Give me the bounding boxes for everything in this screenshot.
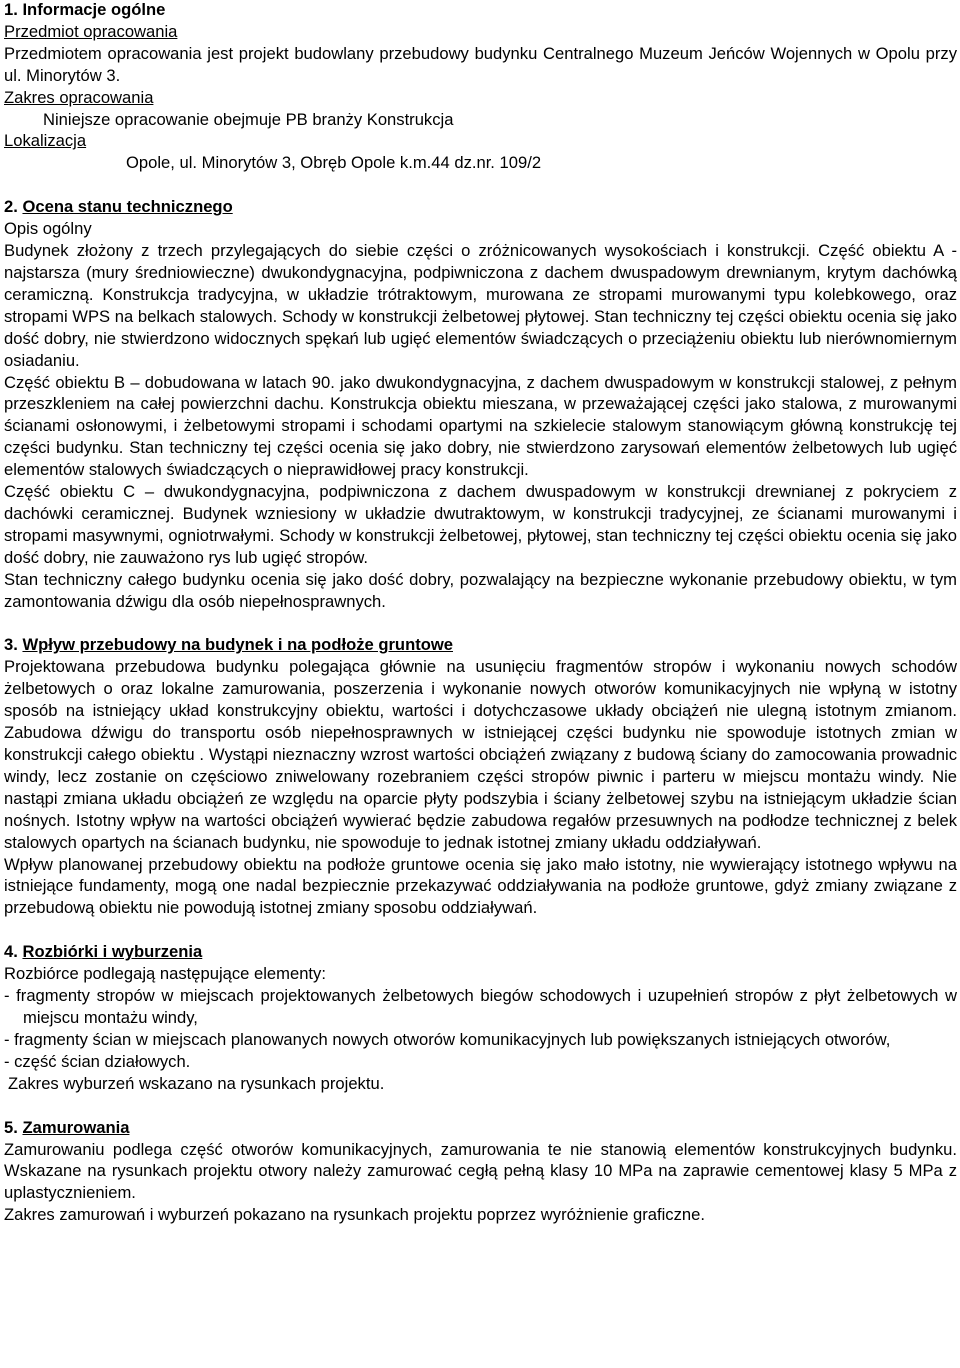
spacer bbox=[4, 612, 957, 634]
section-2-heading bbox=[4, 196, 957, 218]
paragraph-czesc-b: Część obiektu B – dobudowana w latach 90. jako dwukondygnacyjna, z dachem dwuspadowym w konstrukcji stalowej, z pełnym przeszkleniem na całej powierzchni dachu. Konstrukcja obiektu mieszana, w przeważającej części jako stalowa, z murowanymi ścianami osłonowymi, i żelbetowymi stropami i schodami opartymi na szkielecie stalowym stanowiącym główną konstrukcję tej części budynku. Stan techniczny tej części ocenia się jako dobry, nie stwierdzono zarysowań elementów żelbetowych lub ugięć elementów stalowych świadczących o nieprawidłowej pracy konstrukcji. bbox=[4, 372, 957, 480]
section-4-title: Rozbiórki i wyburzenia bbox=[22, 942, 203, 962]
section-2-title: Ocena stanu technicznego bbox=[22, 197, 233, 217]
list-item: - fragmenty ścian w miejscach planowanych nowych otworów komunikacyjnych lub powiększanych istniejących otworów, bbox=[4, 1029, 891, 1049]
list-item: - fragmenty stropów w miejscach projektowanych żelbetowych biegów schodowych i uzupełnień stropów z płyt żelbetowych w miejscu montażu windy, bbox=[4, 986, 957, 1027]
paragraph-zakres-wyburzen: Zakres wyburzeń wskazano na rysunkach projektu. bbox=[8, 1073, 385, 1093]
section-1-heading: 1. Informacje ogólne bbox=[4, 0, 166, 19]
subheading-przedmiot: Przedmiot opracowania bbox=[4, 21, 178, 41]
section-4-heading bbox=[4, 941, 957, 963]
paragraph-zakres-zamurowan: Zakres zamurowań i wyburzeń pokazano na rysunkach projektu poprzez wyróżnienie graficzne. bbox=[4, 1205, 705, 1225]
list-item: - część ścian działowych. bbox=[4, 1051, 191, 1071]
section-5-title: Zamurowania bbox=[22, 1117, 130, 1137]
paragraph-zakres: Niniejsze opracowanie obejmuje PB branży Konstrukcja bbox=[43, 109, 454, 129]
section-3-number: 3. bbox=[4, 635, 18, 655]
paragraph-wplyw-budynek: Projektowana przebudowa budynku polegająca głównie na usunięciu fragmentów stropów i wykonaniu nowych schodów żelbetowych o oraz lokalne zamurowania, poszerzenia i wykonanie nowych otworów komunikacyjnych nie wpłyną w istotny sposób na istniejący układ konstrukcyjny obiektu, wartości i dotychczasowe układy obciążeń nie ulegną istotnym zmianom. Zabudowa dźwigu do transportu osób niepełnosprawnych w istniejącej części budynku nie spowoduje istotnych zmian w konstrukcji całego obiektu . Wystąpi nieznaczny wzrost wartości obciążeń związany z budową ściany do zamocowania prowadnic windy, lecz zostanie on częściowo zniwelowany rozebraniem części stropów piwnic i parteru w miejscu montażu windy. Nie nastąpi zmiana układu obciążeń ze względu na oparcie płyty podszybia i ściany żelbetowej szybu na istniejącym układzie ścian nośnych. Istotny wpływ na wartości obciążeń wywierać będzie zabudowa regałów przesuwnych na podłodze technicznej z belek stalowych opartych na ścianach budynku, nie spowoduje to jednak istotnej zmiany układu oddziaływań. bbox=[4, 657, 957, 852]
section-5-heading bbox=[4, 1117, 957, 1139]
paragraph-czesc-c: Część obiektu C – dwukondygnacyjna, podpiwniczona z dachem dwuspadowym w konstrukcji drewnianej z pokryciem z dachówki ceramicznej. Budynek wzniesiony w układzie dwutraktowym, w konstrukcji tradycyjnej, ze ścianami murowanymi i stropami masywnymi, ogniotrwałymi. Schody w konstrukcji żelbetowej, płytowej, stan techniczny tej części obiektu ocenia się jako dość dobry, nie zauważono rys lub ugięć stropów. bbox=[4, 482, 957, 567]
subheading-zakres: Zakres opracowania bbox=[4, 87, 154, 107]
subheading-opis-ogolny: Opis ogólny bbox=[4, 219, 92, 239]
section-4-number: 4. bbox=[4, 942, 18, 962]
section-2-number: 2. bbox=[4, 197, 18, 217]
spacer bbox=[4, 919, 957, 941]
paragraph-lokalizacja: Opole, ul. Minorytów 3, Obręb Opole k.m.44 dz.nr. 109/2 bbox=[126, 153, 542, 173]
paragraph-stan-calosci: Stan techniczny całego budynku ocenia się jako dość dobry, pozwalający na bezpieczne wykonanie przebudowy obiektu, w tym zamontowania dźwigu dla osób niepełnosprawnych. bbox=[4, 569, 957, 611]
subheading-lokalizacja: Lokalizacja bbox=[4, 131, 87, 151]
paragraph-rozbiorki-intro: Rozbiórce podlegają następujące elementy: bbox=[4, 964, 326, 984]
section-5-number: 5. bbox=[4, 1117, 18, 1137]
paragraph-przedmiot: Przedmiotem opracowania jest projekt budowlany przebudowy budynku Centralnego Muzeum Jeńców Wojennych w Opolu przy ul. Minorytów 3. bbox=[4, 43, 957, 85]
paragraph-czesc-a: Budynek złożony z trzech przylegających do siebie części o zróżnicowanych wysokościach i konstrukcji. Część obiektu A - najstarsza (mury średniowieczne) dwukondygnacyjna, podpiwniczona z dachem dwuspadowym drewnianym, krytym dachówką ceramiczną. Konstrukcja tradycyjna, w układzie trótraktowym, murowana ze stropami murowanymi typu kolebkowego, oraz stropami WPS na belkach stalowych. Schody w konstrukcji żelbetowej płytowej. Stan techniczny tej części obiektu ocenia się jako dość dobry, nie stwierdzono widocznych spękań lub ugięć elementów świadczących o przeciążeniu obiektu lub nierównomiernym osiadaniu. bbox=[4, 241, 957, 370]
section-3-heading bbox=[4, 634, 957, 656]
spacer bbox=[4, 174, 957, 196]
paragraph-wplyw-podloze: Wpływ planowanej przebudowy obiektu na podłoże gruntowe ocenia się jako mało istotny, nie wywierający istotnego wpływu na istniejące fundamenty, mogą one nadal bezpiecznie przekazywać oddziaływania na podłoże gruntowe, gdyż zmiany związane z przebudową obiektu nie powodują istotnej zmiany sposobu oddziaływań. bbox=[4, 854, 957, 918]
document-page bbox=[4, 0, 957, 1226]
spacer bbox=[4, 1095, 957, 1117]
paragraph-zamurowania: Zamurowaniu podlega część otworów komunikacyjnych, zamurowania te nie stanowią elementów konstrukcyjnych budynku. Wskazane na rysunkach projektu otwory należy zamurować cegłą pełną klasy 10 MPa na zaprawie cementowej klasy 5 MPa z uplastycznieniem. bbox=[4, 1139, 957, 1203]
section-3-title: Wpływ przebudowy na budynek i na podłoże gruntowe bbox=[22, 635, 453, 655]
